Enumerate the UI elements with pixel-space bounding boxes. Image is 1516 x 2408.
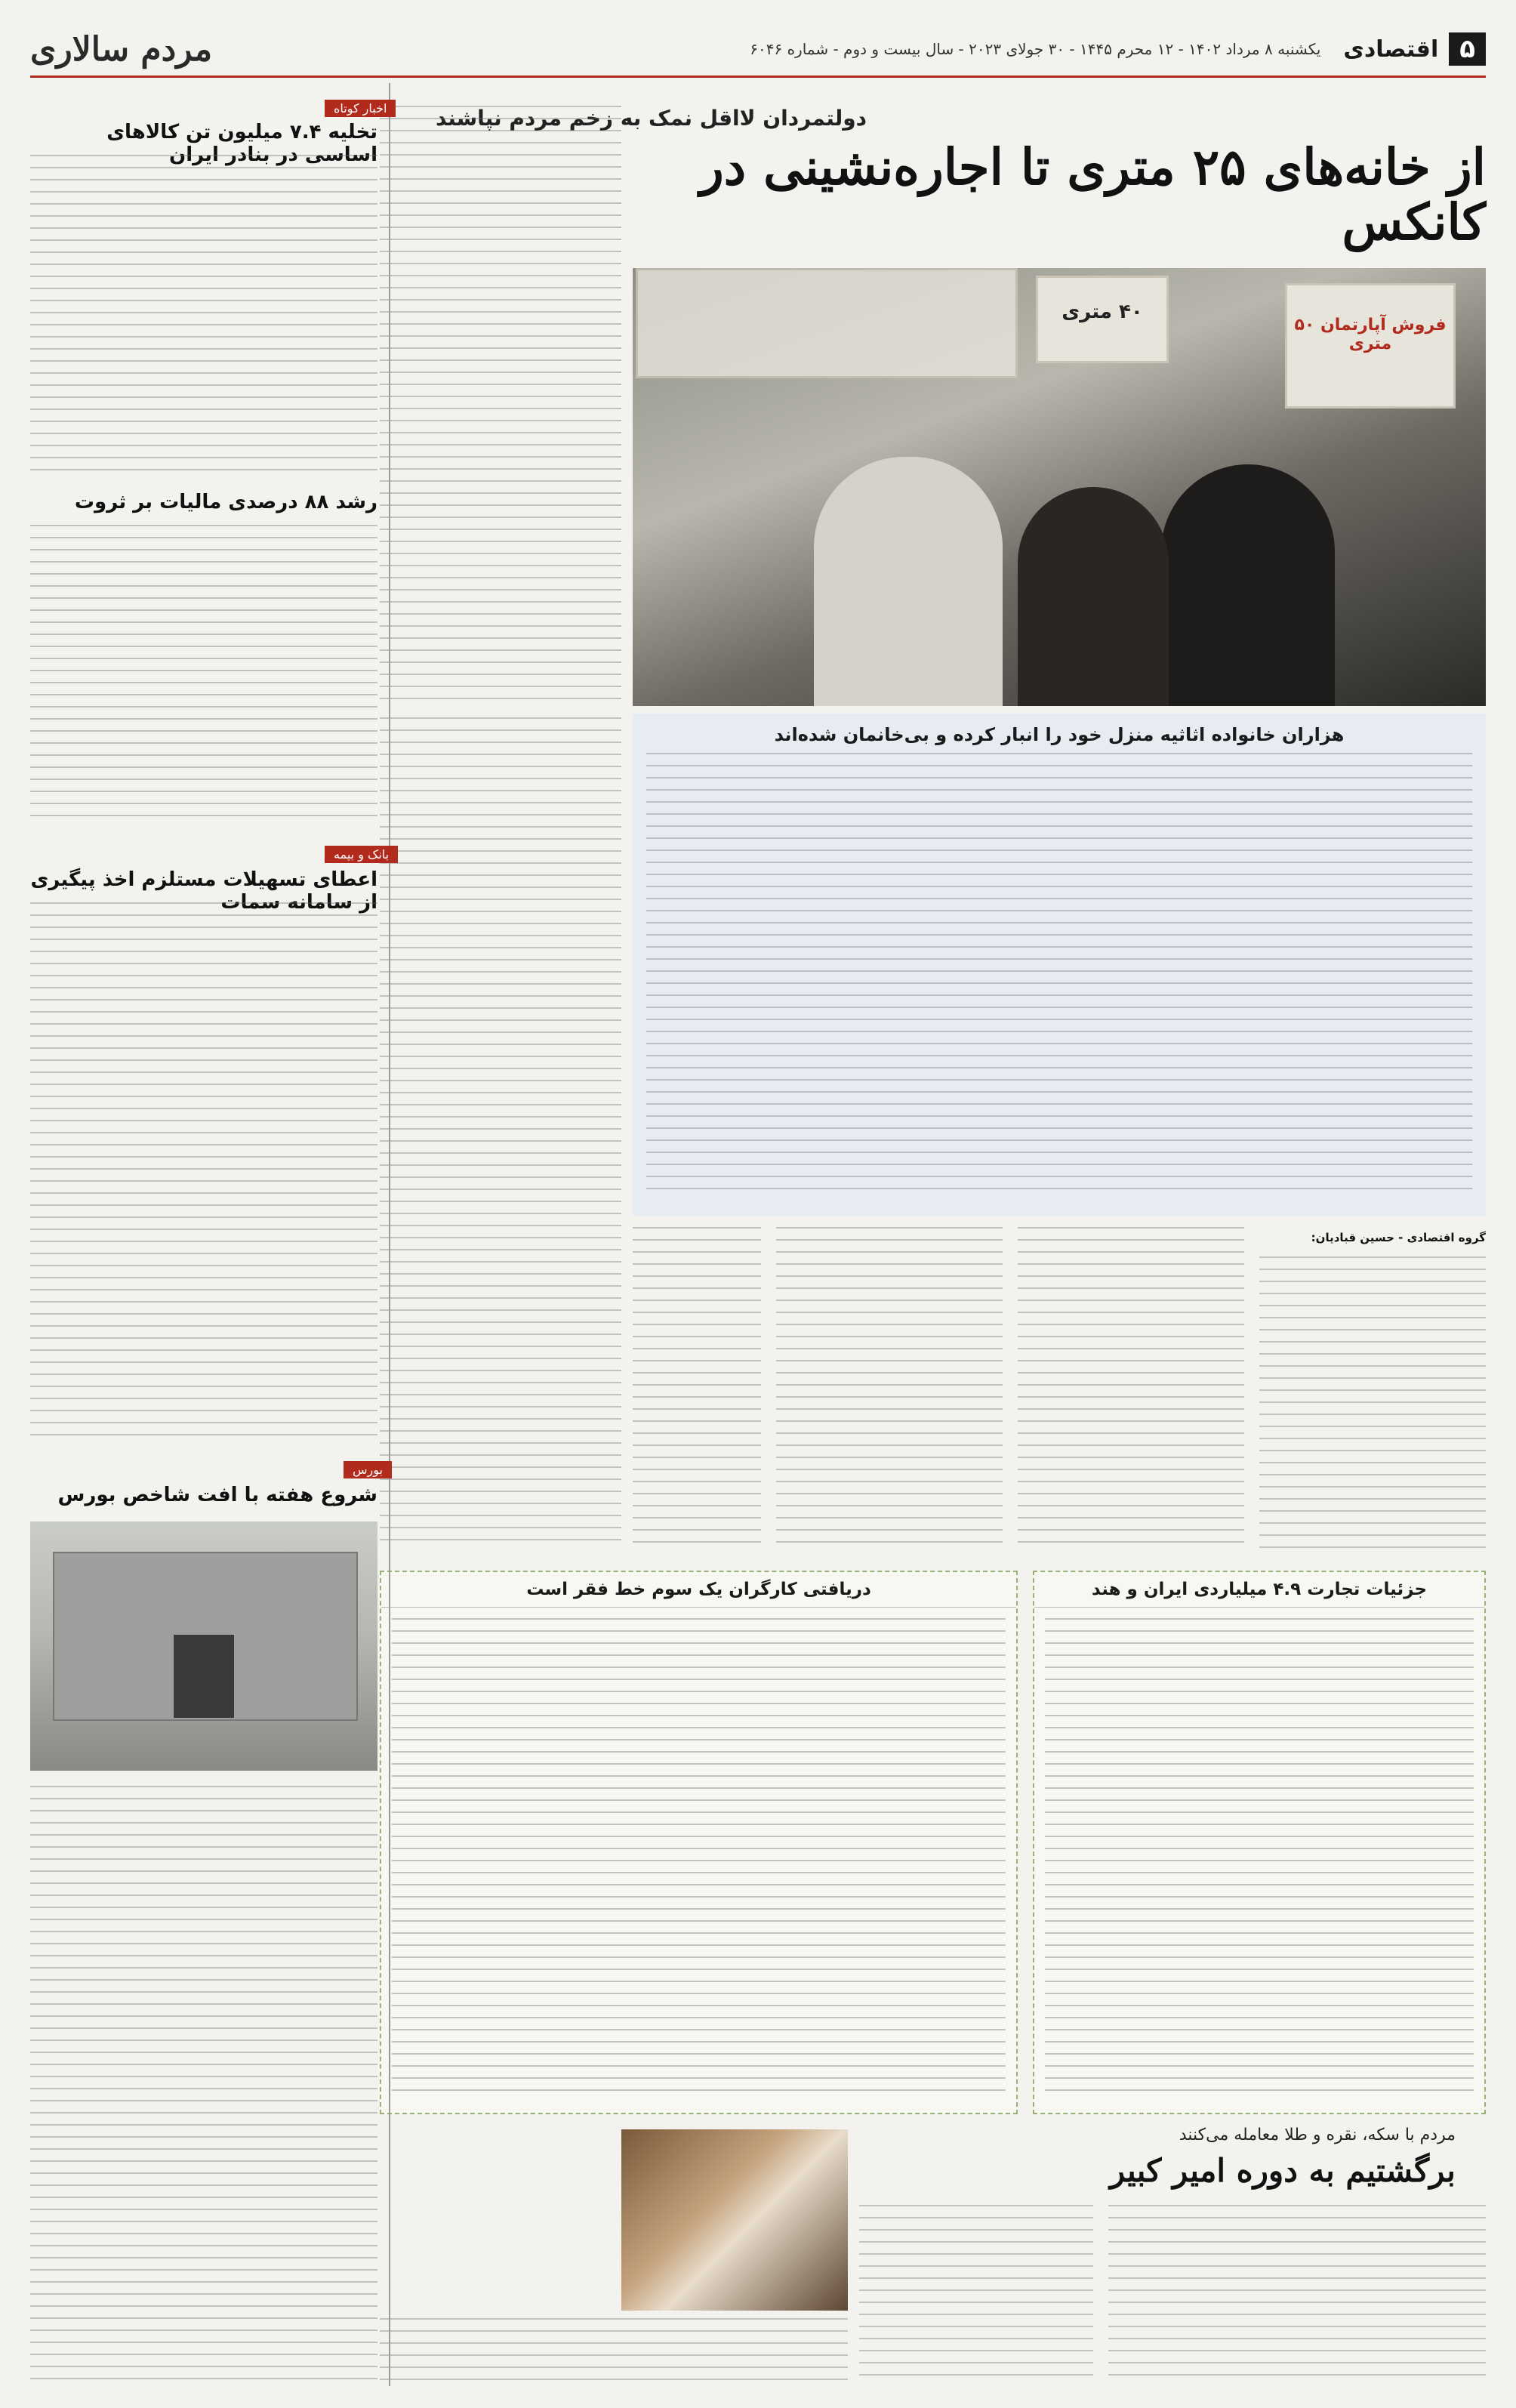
- tag-bourse: بورس: [344, 1461, 392, 1478]
- bourse-photo: [30, 1522, 377, 1771]
- page-number: ۵: [1449, 32, 1486, 66]
- sign-40m: ۴۰ متری: [1036, 276, 1169, 363]
- bottom-text-col3: [380, 2318, 848, 2382]
- caption-box: [633, 714, 1486, 1216]
- lead-text-col5: [380, 717, 621, 1548]
- interview-portrait: [621, 2129, 848, 2311]
- trade-box-text: [1045, 1618, 1474, 2101]
- news1-title: تخلیه ۷.۴ میلیون تن کالاهای اساسی در بنادر ایران: [106, 121, 377, 166]
- listings-board: [636, 268, 1018, 378]
- trade-box-title: جزئیات تجارت ۴.۹ میلیاردی ایران و هند: [1034, 1572, 1484, 1608]
- bourse-entrance: [174, 1635, 234, 1718]
- section-name: اقتصادی: [1343, 35, 1439, 63]
- lead-text-col2: [1018, 1227, 1244, 1552]
- person-3: [814, 457, 1003, 706]
- bottom-text-col1: [1108, 2205, 1486, 2382]
- trade-box: [1033, 1571, 1486, 2114]
- wages-box-text: [392, 1618, 1006, 2101]
- news4-text: [30, 1786, 377, 2382]
- news4-title: شروع هفته با افت شاخص بورس: [57, 1484, 377, 1506]
- news3-text: [30, 902, 377, 1446]
- bottom-headline: برگشتیم به دوره امیر کبیر: [1109, 2152, 1456, 2189]
- byline-column: [1259, 1227, 1486, 1552]
- person-2: [1018, 487, 1169, 706]
- lead-kicker: دولتمردان لااقل نمک به زخم مردم نپاشند: [436, 106, 867, 131]
- tag-bank-insurance: بانک و بیمه: [325, 846, 398, 863]
- sign-apartment: فروش آپارتمان ۵۰ متری: [1285, 283, 1456, 409]
- news2-title: رشد ۸۸ درصدی مالیات بر ثروت: [74, 491, 377, 513]
- lead-text-col3: [776, 1227, 1003, 1552]
- news1-text: [30, 155, 377, 472]
- news2-text: [30, 525, 377, 827]
- page-header: [30, 23, 1486, 78]
- tag-short-news: اخبار کوتاه: [325, 100, 396, 117]
- lead-column-text: [380, 106, 621, 710]
- lead-photo: [633, 268, 1486, 706]
- masthead: مردم سالاری: [30, 29, 213, 69]
- bottom-text-col2: [859, 2205, 1093, 2382]
- wages-box-title: دریافتی کارگران یک سوم خط فقر است: [381, 1572, 1016, 1608]
- lead-text-col4: [633, 1227, 761, 1552]
- dateline: یکشنبه ۸ مرداد ۱۴۰۲ - ۱۲ محرم ۱۴۴۵ - ۳۰ جولای ۲۰۲۳ - سال بیست و دوم - شماره ۶۰۴۶: [750, 40, 1321, 58]
- section-block: [1343, 32, 1486, 66]
- byline: گروه اقتصادی - حسین قبادیان:: [1311, 1231, 1486, 1244]
- bottom-subtitle: مردم با سکه، نقره و طلا معامله می‌کنند: [1179, 2126, 1456, 2144]
- caption-title: هزاران خانواده اثاثیه منزل خود را انبار کرده و بی‌خانمان شده‌اند: [774, 724, 1345, 745]
- person-1: [1161, 464, 1335, 706]
- lead-headline: از خانه‌های ۲۵ متری تا اجاره‌نشینی در کانکس: [699, 137, 1486, 251]
- byline-text: [1259, 1256, 1486, 1551]
- sidebar-divider: [389, 83, 390, 2386]
- news3-title: اعطای تسهیلات مستلزم اخذ پیگیری از سامانه سمات: [30, 868, 377, 914]
- caption-text: [646, 753, 1472, 1191]
- wages-box: [380, 1571, 1018, 2114]
